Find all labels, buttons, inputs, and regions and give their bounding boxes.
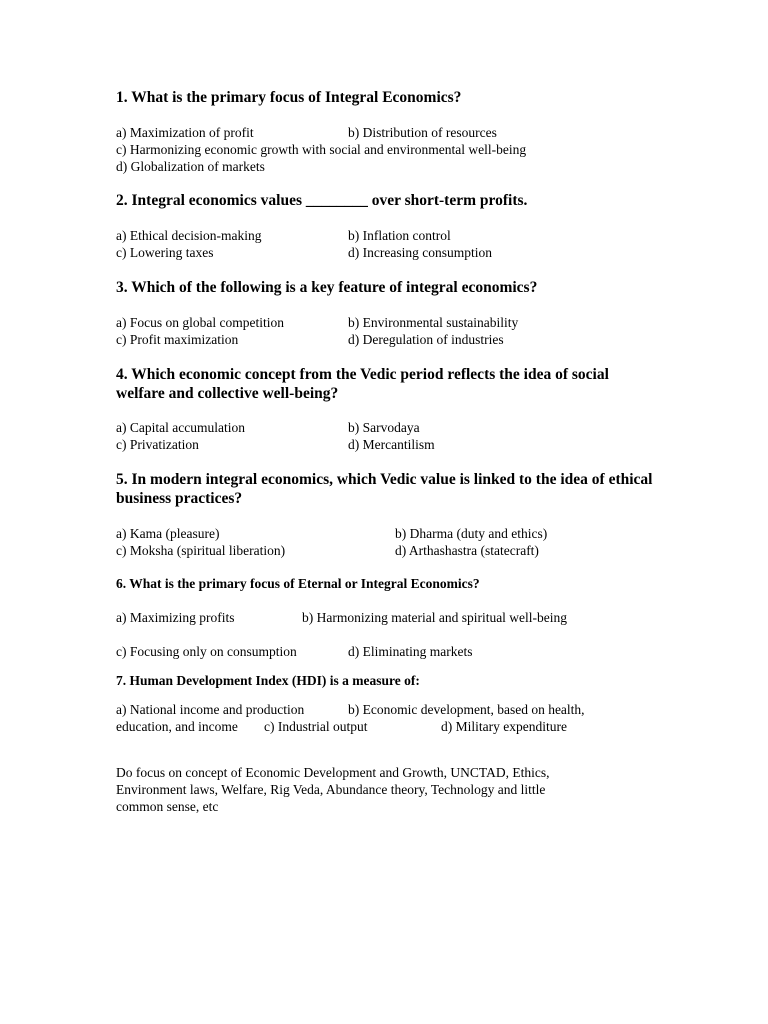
question-2-text: 2. Integral economics values ________ over short-term profits. (116, 192, 528, 209)
question-5-option-c: c) Moksha (spiritual liberation) (116, 543, 286, 558)
question-5-option-a: a) Kama (pleasure) (116, 526, 220, 541)
question-1-text: 1. What is the primary focus of Integral Economics? (116, 89, 462, 106)
question-7-option-b-line-2: education, and income (116, 719, 238, 734)
question-3-text: 3. Which of the following is a key feature of integral economics? (116, 279, 538, 296)
question-1-option-d: d) Globalization of markets (116, 159, 265, 174)
question-7-option-d: d) Military expenditure (441, 719, 567, 734)
question-2-option-a: a) Ethical decision-making (116, 228, 262, 243)
question-5-option-b: b) Dharma (duty and ethics) (395, 526, 548, 541)
question-3-option-d: d) Deregulation of industries (348, 332, 504, 347)
question-5-option-d: d) Arthashastra (statecraft) (395, 543, 539, 558)
question-1-option-a: a) Maximization of profit (116, 125, 254, 140)
question-4-text: 4. Which economic concept from the Vedic period reflects the idea of social welfare and collective well-being? (116, 366, 609, 402)
study-note (116, 764, 636, 815)
question-6-option-b: b) Harmonizing material and spiritual well-being (302, 610, 568, 625)
question-6-option-c: c) Focusing only on consumption (116, 644, 297, 659)
question-7-option-a: a) National income and production (116, 702, 305, 717)
question-7-option-b-line-1: b) Economic development, based on health, (348, 702, 585, 717)
question-6-option-a: a) Maximizing profits (116, 610, 235, 625)
question-3-option-c: c) Profit maximization (116, 332, 239, 347)
question-2-option-d: d) Increasing consumption (348, 245, 492, 260)
question-4-option-c: c) Privatization (116, 437, 199, 452)
study-note-line-3: common sense, etc (116, 799, 219, 814)
question-3-option-a: a) Focus on global competition (116, 315, 284, 330)
question-7-text: 7. Human Development Index (HDI) is a measure of: (116, 673, 420, 688)
question-5-text: 5. In modern integral economics, which Vedic value is linked to the idea of ethical business practices? (116, 471, 653, 507)
study-note-line-2: Environment laws, Welfare, Rig Veda, Abundance theory, Technology and little (116, 782, 546, 797)
question-2-option-c: c) Lowering taxes (116, 245, 214, 260)
question-7-option-c: c) Industrial output (264, 719, 368, 734)
question-2-option-b: b) Inflation control (348, 228, 451, 243)
question-4-option-d: d) Mercantilism (348, 437, 435, 452)
study-note-line-1: Do focus on concept of Economic Development and Growth, UNCTAD, Ethics, (116, 765, 550, 780)
question-3-option-b: b) Environmental sustainability (348, 315, 519, 330)
question-4-option-a: a) Capital accumulation (116, 420, 245, 435)
question-1-option-b: b) Distribution of resources (348, 125, 497, 140)
question-4-option-b: b) Sarvodaya (348, 420, 420, 435)
question-6-text: 6. What is the primary focus of Eternal or Integral Economics? (116, 576, 480, 591)
question-1-option-c: c) Harmonizing economic growth with social and environmental well-being (116, 142, 527, 157)
question-6-option-d: d) Eliminating markets (348, 644, 473, 659)
